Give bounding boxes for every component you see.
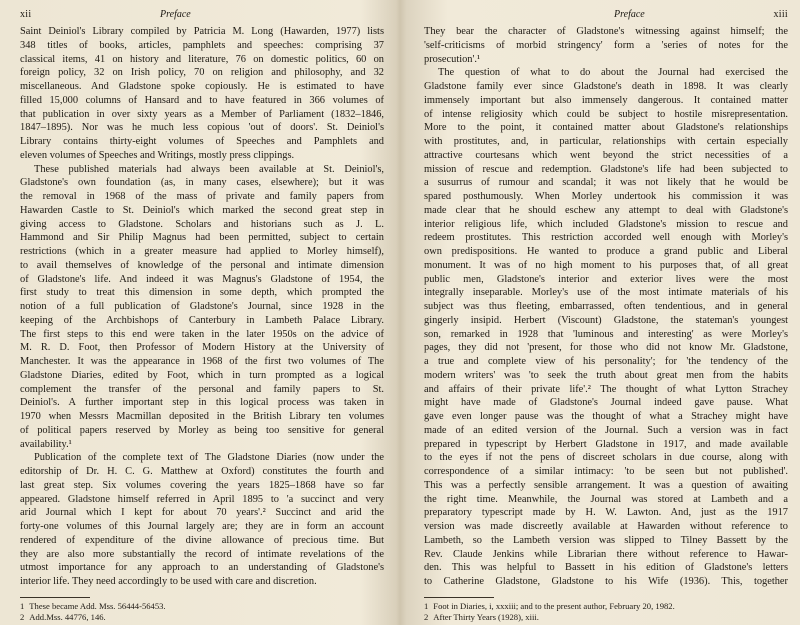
text-line: This was a perfectly sensible arrangement. It was a question of awaiting — [424, 479, 788, 491]
text-line: The first steps to this end were taken in the later 1950s on the advice of — [20, 328, 384, 340]
text-line: of Gladstone's life. And indeed it was Magnus's Gladstone of 1954, the — [20, 273, 384, 285]
text-line: that publication in over sixty years as a Member of Parliament (1832–1846, — [20, 108, 384, 120]
text-line: Gladstone Diaries, edited by Foot, which in turn prompted as a logical — [20, 369, 384, 381]
running-head-title: Preface — [160, 9, 191, 20]
footnote-number: 1 — [424, 600, 429, 611]
text-line: filled 15,000 columns of Hansard and to have featured in 366 volumes of — [20, 94, 384, 106]
text-line: complement the transfer of the personal and family papers to St. — [20, 383, 384, 395]
text-line: M. R. D. Foot, then Professor of Modern History at the University of — [20, 342, 384, 354]
text-line: 1847–1895). Nor was he much less copious 'out of doors'. St. Deiniol's — [20, 122, 384, 134]
text-line: They bear the character of Gladstone's witnessing against himself; the — [424, 26, 788, 37]
text-line: modern writers' was 'to seek the truth about great men from the habits — [424, 369, 788, 381]
text-line: These published materials had always been available at St. Deiniol's, — [34, 163, 384, 175]
page-number: xii — [20, 9, 32, 20]
text-line: Manchester. It was the appearance in 1968 of the first two volumes of The — [20, 356, 384, 367]
text-line: Library contains thirty-eight volumes of Speeches and Pamphlets and — [20, 136, 384, 147]
text-line: arid Journal which I kept for about 70 years'.² Succinct and arid the — [20, 507, 384, 519]
text-line: subject was thus fleeting, embarrassed, often tendentious, and in general — [424, 301, 788, 312]
text-line: Deiniol's. A further important step in this logical process was taken in — [20, 397, 384, 409]
text-line: they are also more substantially the record of intimate revelations of the — [20, 548, 384, 560]
text-line: Gladstone family ever since Gladstone's death in 1898. It was clearly — [424, 81, 788, 92]
running-head — [20, 8, 384, 23]
text-line: a susurrus of rumour and scandal; it was not likely that he would be — [424, 177, 788, 189]
text-line: redeem prostitutes. This restriction accorded well enough with Morley's — [424, 232, 788, 244]
text-line: keeping of the Archbishops of Canterbury in Lambeth Palace Library. — [20, 314, 384, 326]
text-line: classical items, 41 on history and literature, 76 on domestic politics, 60 on — [20, 53, 384, 65]
text-line: 348 titles of books, articles, pamphlets and speeches: comprising 37 — [20, 39, 384, 51]
footnote — [20, 612, 384, 623]
text-line: of political papers reserved by Morley as being too sensitive for general — [20, 424, 384, 436]
text-line: monument. It was of no high moment to his purposes that, of all great — [424, 259, 788, 271]
footnote-text: Add.Mss. 44776, 146. — [29, 611, 106, 622]
text-line: interior life. They need accordingly to be used with care and discretion. — [20, 576, 317, 587]
text-line: gingerly insipid. Herbert (Viscount) Gladstone, the stateman's youngest — [424, 314, 788, 326]
text-line: utmost importance for any approach to an understanding of Gladstone's — [20, 562, 384, 574]
page-number: xiii — [773, 9, 788, 20]
footnote-text: After Thirty Years (1928), xiii. — [433, 611, 539, 622]
text-line: Hammond and Sir Philip Magnus had been permitted, subject to certain — [20, 232, 384, 244]
text-line: eleven volumes of Speeches and Writings, mostly press clippings. — [20, 149, 295, 161]
text-line: might have made of Gladstone's Journal indeed gave pause. What — [424, 397, 788, 409]
text-line: to Catherine Gladstone, Gladstone to his Wife (1936). This, together — [424, 576, 788, 587]
text-line: 1970 when Messrs Macmillan deposited in the British Library ten volumes — [20, 411, 384, 422]
footnotes — [424, 601, 788, 623]
text-line: a true and complete view of his personality'; for 'the tendency of the — [424, 356, 788, 367]
text-line: restrictions (which in a greater measure had applied to Morley himself), — [20, 246, 384, 257]
running-head — [424, 8, 788, 23]
footnote — [20, 601, 384, 612]
text-line: the right time. Meanwhile, the Journal was stored at Lambeth and a — [424, 493, 788, 505]
running-head-title: Preface — [614, 9, 645, 20]
text-line: own predispositions. He wanted to produce a grand public and Liberal — [424, 246, 788, 257]
footnote-number: 1 — [20, 600, 25, 611]
text-line: Hawarden Castle to St. Deiniol's which marked the second great step in — [20, 204, 384, 216]
footnote — [424, 601, 788, 612]
text-line: and affairs of their private life'.² The thought of what Lytton Strachey — [424, 383, 788, 395]
footnote-number: 2 — [424, 611, 429, 622]
text-line: Saint Deiniol's Library compiled by Patricia M. Long (Hawarden, 1977) lists — [20, 26, 384, 37]
footnote-rule — [424, 597, 494, 598]
text-line: interior religious life, which included Gladstone's mission to rescue and — [424, 218, 788, 230]
text-line: More to the point, it contained matter about Gladstone's relationships — [424, 122, 788, 134]
text-line: correspondence of a similar intimacy: 'to be seen but not published'. — [424, 466, 788, 477]
body-text — [424, 25, 788, 589]
text-line: foreign policy, 32 on Irish policy, 70 on religion and philosophy, and 32 — [20, 67, 384, 79]
text-line: of intense religiosity which could be subject to hostile misrepresentation. — [424, 108, 788, 120]
text-line: version was made discreetly available at Hawarden without reference to — [424, 521, 788, 532]
text-line: preparatory typescript made by H. W. Lawton. And, just as the 1917 — [424, 507, 788, 519]
right-page — [400, 0, 800, 625]
text-line: appeared. Gladstone himself referred in April 1895 to 'a succinct and very — [20, 493, 384, 505]
text-line: attractive courtesans which went beyond the strict necessities of a — [424, 149, 788, 161]
text-line: prepared in typescript by Herbert Gladstone in 1917, and made available — [424, 438, 788, 450]
text-line: Gladstone's own foundation (as, in many cases, elsewhere); but it was — [20, 177, 384, 189]
text-line: public men, Gladstone's interior and exterior lives were the most — [424, 273, 788, 285]
text-line: integrally inseparable. Morley's use of the most intimate materials of his — [424, 287, 788, 299]
text-line: pages, they did not 'present, for those who did not know Mr. Gladstone, — [424, 342, 788, 354]
footnotes — [20, 601, 384, 623]
text-line: to the eyes if not the pens of discreet scholars in due course, along with — [424, 452, 788, 464]
text-line: made of an edited version of the Journal. Such a version was in fact — [424, 424, 788, 436]
text-line: Lambeth, so the Lambeth version was slipped to Tilney Bassett by the — [424, 534, 788, 546]
text-line: made clear that he should eschew any attempt to deal with Gladstone's — [424, 204, 788, 216]
text-line: with prostitutes, and, in particular, relationships with certain especially — [424, 136, 788, 147]
text-line: son, remarked in 1928 that 'luminous and interesting' as were Morley's — [424, 328, 788, 340]
text-line: giving access to Gladstone. Scholars and historians such as J. L. — [20, 218, 384, 230]
text-line: immensely important but also immensely dangerous. It contained matter — [424, 94, 788, 106]
text-line: spared posthumously. When Morley undertook his commission it was — [424, 191, 788, 202]
footnote — [424, 612, 788, 623]
text-line: den. This was helpful to Bassett in his edition of Gladstone's letters — [424, 562, 788, 574]
footnote-text: These became Add. Mss. 56444-56453. — [29, 600, 166, 611]
text-line: to avail themselves of knowledge of the personal and intimate dimension — [20, 259, 384, 271]
text-line: editorship of Dr. H. C. G. Matthew at Oxford) constitutes the fourth and — [20, 466, 384, 477]
text-line: notion of a full publication of Gladstone's Journal, since 1928 in the — [20, 301, 384, 312]
body-text — [20, 25, 384, 589]
text-line: forty-one volumes of this Journal largely are; they are in form an account — [20, 521, 384, 532]
text-line: Publication of the complete text of The Gladstone Diaries (now under the — [34, 452, 384, 464]
text-line: mission of rescue and redemption. Gladstone's life had been subjected to — [424, 163, 788, 175]
footnote-number: 2 — [20, 611, 25, 622]
text-line: 'self-criticisms of morbid stringency' form a 'series of notes for the — [424, 39, 788, 51]
text-line: The question of what to do about the Journal had exercised the — [438, 67, 788, 79]
text-line: availability.¹ — [20, 438, 72, 450]
text-line: the removal in 1968 of the mass of private and family papers from — [20, 191, 384, 202]
text-line: last great step. Six volumes covering the years 1825–1868 have so far — [20, 479, 384, 491]
text-line: miscellaneous. And Gladstone spoke copiously. He is estimated to have — [20, 81, 384, 92]
text-line: Rev. Claude Jenkins while Librarian there without reference to Hawar- — [424, 548, 788, 560]
footnote-text: Foot in Diaries, i, xxxiii; and to the present author, February 20, 1982. — [433, 600, 675, 611]
text-line: gave even longer pause was the thought of what a Strachey might have — [424, 411, 788, 422]
footnote-rule — [20, 597, 90, 598]
text-line: rendered of expenditure of the divine allowance of precious time. But — [20, 534, 384, 546]
text-line: first study to treat this dimension in some depth, which prompted the — [20, 287, 384, 299]
text-line: prosecution'.¹ — [424, 53, 481, 65]
